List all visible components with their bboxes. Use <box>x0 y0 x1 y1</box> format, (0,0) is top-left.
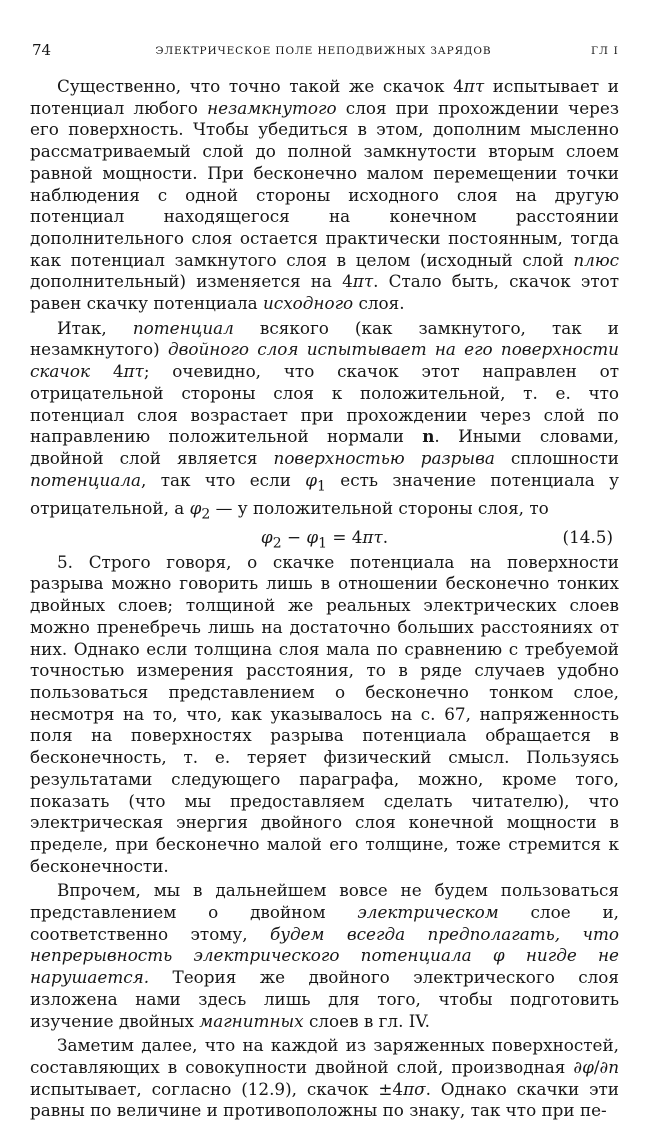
page-number: 74 <box>32 41 52 59</box>
page-body <box>30 76 619 1122</box>
running-header <box>28 40 619 60</box>
paragraph: 5. Строго говоря, о скачке потенциала на поверхности разрыва можно говорить лишь в отношении бесконечно тонких двойных слоев; толщиной же реальных электрических слоев можно пренебречь лишь на достаточно больших расстояниях от них. Однако если толщина слоя мала по сравнению с требуемой точностью измерения расстояния, то в ряде случаев удобно пользоваться представлением о бесконечно тонком слое, несмотря на то, что, как указывалось на с. 67, напряженность поля на поверхностях разрыва потенциала обращается в бесконечность, т. е. теряет физический смысл. Пользуясь результатами следующего параграфа, можно, кроме того, показать (что мы предоставляем сделать читателю), что электрическая энергия двойного слоя конечной мощности в пределе, при бесконечно малой его толщине, тоже стремится к бесконечности. <box>30 551 619 876</box>
equation-number: (14.5) <box>562 526 613 547</box>
paragraph: Итак, потенциал всякого (как замкнутого, так и незамкнутого) двойного слоя испытывает на его поверхности скачок 4πτ; очевидно, что скачок этот направлен от отрицательной стороны слоя к положительной, т. е. что потенциал слоя возрастает при прохождении через слой по направлению положительной нормали n. Иными словами, двойной слой является поверхностью разрыва сплошности потенциала, так что если $\varphi_1$ есть значение потенциала у отрицательной, а $\varphi_2$ — у положительной стороны слоя, то <box>30 317 620 523</box>
paragraph: Существенно, что точно такой же скачок 4πτ испытывает и потенциал любого незамкнутого слоя при прохождении через его поверхность. Чтобы убедиться в этом, дополним мысленно рассматриваемый слой до полной замкнутости вторым слоем равной мощности. При бесконечно малом перемещении точки наблюдения с одной стороны исходного слоя на другую потенциал находящегося на конечном расстоянии дополнительного слоя остается практически постоянным, тогда как потенциал замкнутого слоя в целом (исходный слой плюс дополнительный) изменяется на 4πτ. Стало быть, скачок этот равен скачку потенциала исходного слоя. <box>30 76 619 314</box>
running-title: ЭЛЕКТРИЧЕСКОЕ ПОЛЕ НЕПОДВИЖНЫХ ЗАРЯДОВ <box>155 45 492 57</box>
paragraph: Впрочем, мы в дальнейшем вовсе не будем пользоваться представлением о двойном электрическом слое и, соответственно этому, будем всегда предполагать, что непрерывность электрического потенциала φ нигде не нарушается. Теория же двойного электрического слоя изложена нами здесь лишь для того, чтобы подготовить изучение двойных магнитных слоев в гл. IV. <box>30 880 619 1031</box>
paragraph: Заметим далее, что на каждой из заряженных поверхностей, составляющих в совокупности двойной слой, производная ∂φ/∂n испытывает, согласно (12.9), скачок ±4πσ. Однако скачки эти равны по величине и противоположны по знаку, так что при пе- <box>30 1035 619 1121</box>
equation-formula: $\varphi_2 - \varphi_1 = 4\pi\tau$. <box>260 526 389 552</box>
chapter-label: ГЛ I <box>591 45 619 57</box>
equation-14-5 <box>30 522 619 552</box>
